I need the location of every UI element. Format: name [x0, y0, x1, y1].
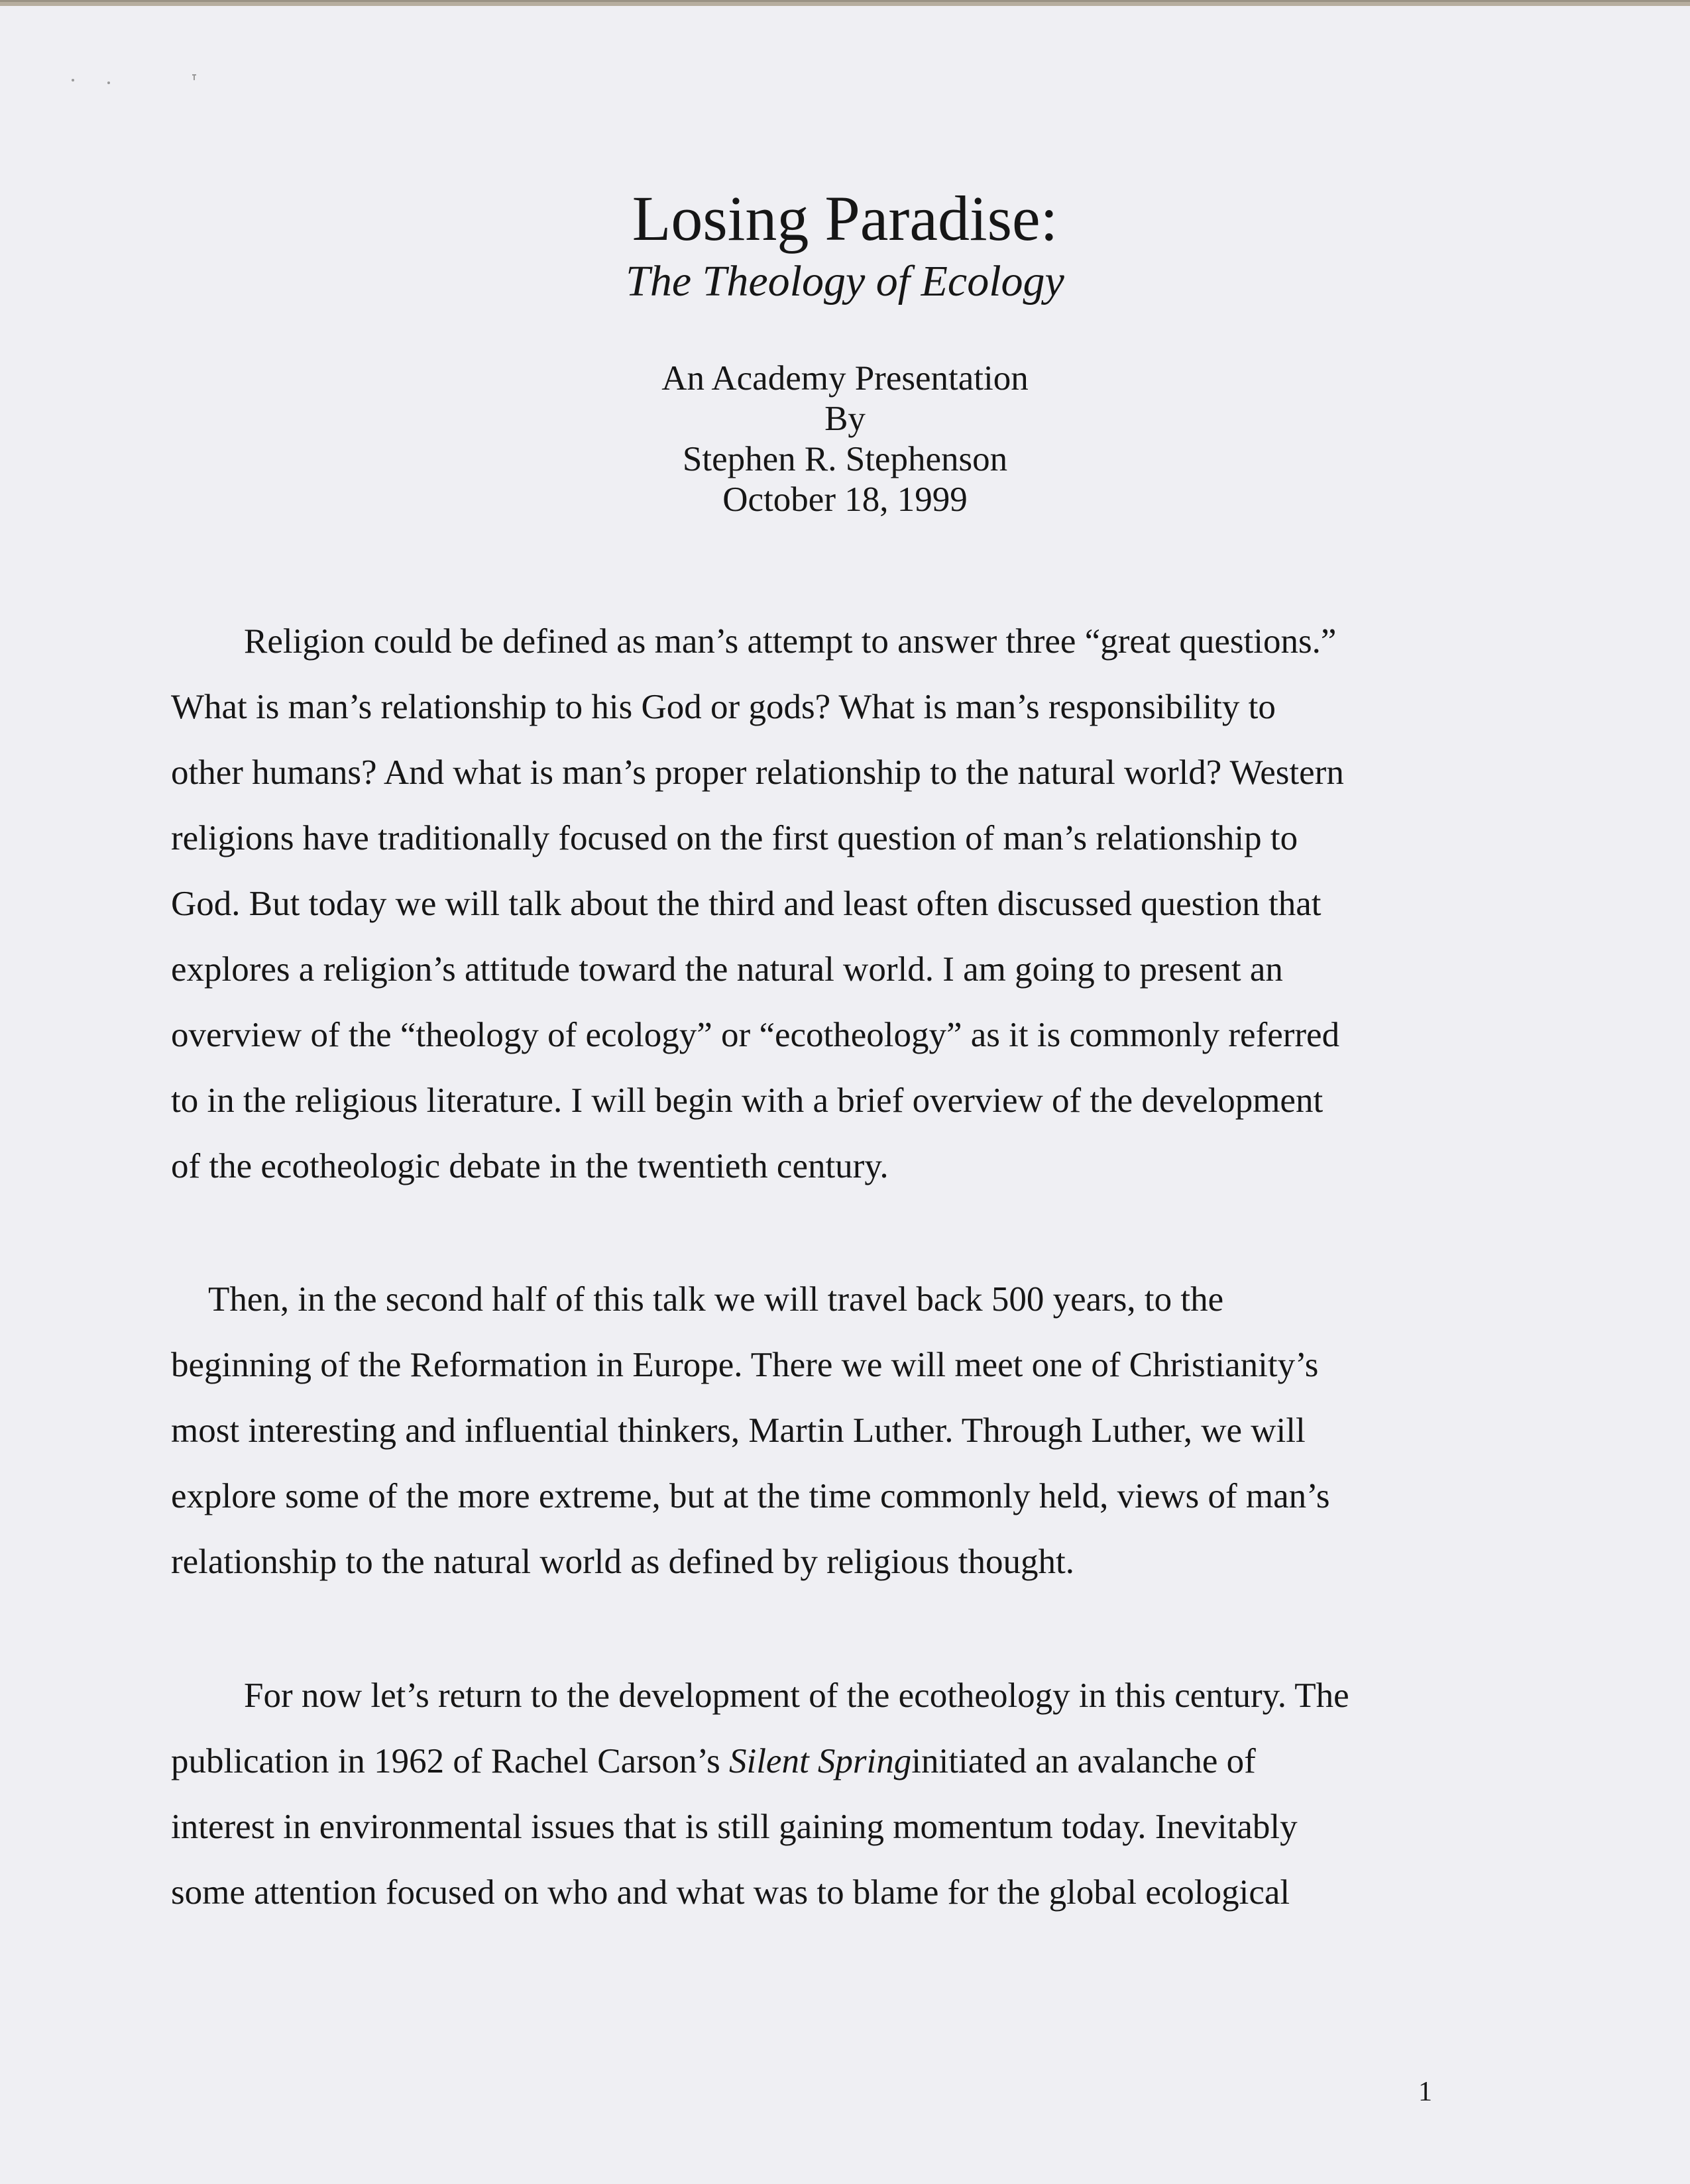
- p2-line-3: most interesting and influential thinkers, Martin Luther. Through Luther, we will: [171, 1411, 1306, 1450]
- byline-date: October 18, 1999: [722, 480, 968, 519]
- p2-line-4: explore some of the more extreme, but at the time commonly held, views of man’s: [171, 1477, 1330, 1515]
- p1-line-4: religions have traditionally focused on the first question of man’s relationship to: [171, 819, 1298, 857]
- page-title: Losing Paradise:: [632, 183, 1058, 254]
- p3-line-1: For now let’s return to the development of the ecotheology in this century. The: [244, 1676, 1349, 1715]
- p3-line-2-end: initiated an avalanche of: [911, 1742, 1256, 1780]
- p2-line-1: Then, in the second half of this talk we will travel back 500 years, to the: [208, 1280, 1224, 1319]
- p2-line-5: relationship to the natural world as defined by religious thought.: [171, 1543, 1074, 1581]
- scan-specks: [66, 68, 212, 95]
- p2-line-2: beginning of the Reformation in Europe. There we will meet one of Christianity’s: [171, 1346, 1319, 1384]
- p3-line-2: [171, 1741, 1256, 1781]
- title-block: [0, 182, 1690, 308]
- p1-line-2: What is man’s relationship to his God or gods? What is man’s responsibility to: [171, 688, 1276, 726]
- byline: [0, 358, 1690, 520]
- scan-top-edge: [0, 2, 1690, 6]
- p1-line-6: explores a religion’s attitude toward the natural world. I am going to present an: [171, 950, 1283, 989]
- p3-line-3: interest in environmental issues that is still gaining momentum today. Inevitably: [171, 1808, 1298, 1846]
- p1-line-7: overview of the “theology of ecology” or “ecotheology” as it is commonly referred: [171, 1016, 1340, 1054]
- p1-line-5: God. But today we will talk about the third and least often discussed question that: [171, 885, 1322, 923]
- byline-author: Stephen R. Stephenson: [682, 440, 1008, 478]
- book-title: Silent Spring: [728, 1742, 912, 1780]
- p1-line-1: Religion could be defined as man’s attempt to answer three “great questions.”: [244, 622, 1337, 661]
- p3-line-4: some attention focused on who and what was to blame for the global ecological: [171, 1873, 1290, 1912]
- byline-event: An Academy Presentation: [661, 359, 1029, 398]
- p3-line-2-start: publication in 1962 of Rachel Carson’s: [171, 1742, 729, 1780]
- p1-line-9: of the ecotheologic debate in the twentieth century.: [171, 1147, 889, 1185]
- byline-by: By: [824, 400, 866, 438]
- p1-line-8: to in the religious literature. I will begin with a brief overview of the development: [171, 1081, 1324, 1120]
- page-subtitle: The Theology of Ecology: [626, 257, 1064, 305]
- page-number: 1: [1418, 2077, 1432, 2107]
- p1-line-3: other humans? And what is man’s proper relationship to the natural world? Western: [171, 753, 1344, 792]
